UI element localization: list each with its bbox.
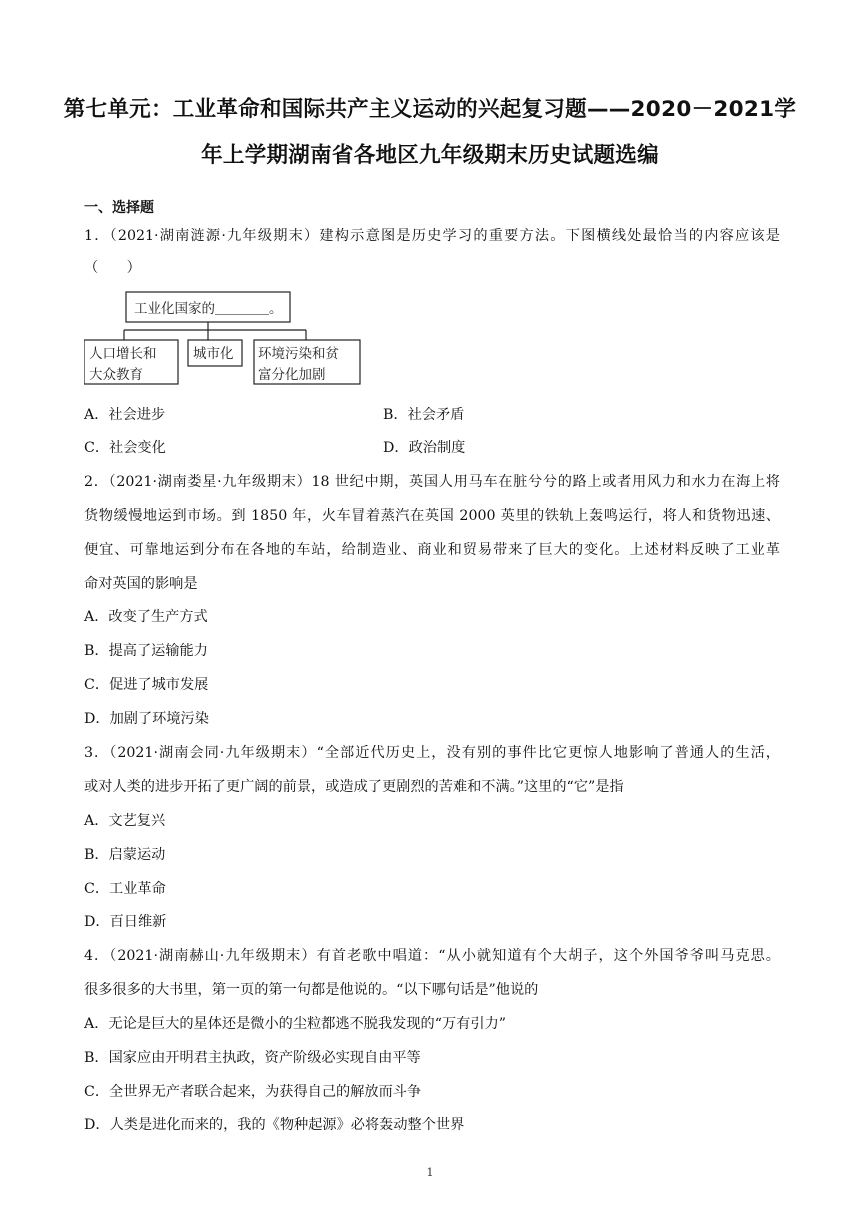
q1-option-b: B．社会矛盾 — [383, 407, 465, 423]
q1-concept-diagram — [84, 290, 374, 390]
q3-stem-line1: 3．（2021·湖南会同·九年级期末）“全部近代历史上，没有别的事件比它更惊人地影响了普通人的生活， — [84, 745, 780, 761]
q3-stem-line2: 或对人类的进步开拓了更广阔的前景，或造成了更剧烈的苦难和不满。”这里的“它”是指 — [84, 779, 624, 795]
q1-option-a: A．社会进步 — [84, 407, 166, 423]
q4-option-c: C．全世界无产者联合起来，为获得自己的解放而斗争 — [84, 1084, 422, 1100]
q2-option-b: B．提高了运输能力 — [84, 643, 208, 659]
q1-stem-line2: （ ） — [84, 260, 141, 276]
q4-stem-line2: 很多很多的大书里，第一页的第一句都是他说的。“以下哪句话是”他说的 — [84, 982, 539, 998]
diagram-box1-line1: 人口增长和 — [89, 346, 157, 362]
q1-option-d: D．政治制度 — [383, 440, 466, 456]
q2-stem-line1: 2．（2021·湖南娄星·九年级期末）18 世纪中期，英国人用马车在脏兮兮的路上或者用风力和水力在海上将 — [84, 474, 780, 490]
q1-stem-line1: 1．（2021·湖南涟源·九年级期末）建构示意图是历史学习的重要方法。下图横线处最恰当的内容应该是 — [84, 228, 780, 244]
q2-stem-line3: 便宜、可靠地运到分布在各地的车站，给制造业、商业和贸易带来了巨大的变化。上述材料反映了工业革 — [84, 542, 780, 558]
q2-option-c: C．促进了城市发展 — [84, 677, 209, 693]
q3-option-c: C．工业革命 — [84, 881, 166, 897]
diagram-box1-line2: 大众教育 — [89, 367, 143, 383]
diagram-box3-line1: 环境污染和贫 — [258, 346, 339, 362]
q2-option-d: D．加剧了环境污染 — [84, 711, 209, 727]
q4-stem-line1: 4．（2021·湖南赫山·九年级期末）有首老歌中唱道：“从小就知道有个大胡子，这个外国爷爷叫马克思。 — [84, 948, 780, 964]
diagram-box2-text: 城市化 — [193, 346, 234, 362]
diagram-top-text: 工业化国家的＿＿＿＿。 — [134, 301, 283, 317]
document-title-line2: 年上学期湖南省各地区九年级期末历史试题选编 — [201, 143, 659, 168]
q4-option-a: A．无论是巨大的星体还是微小的尘粒都逃不脱我发现的“万有引力” — [84, 1016, 507, 1032]
q3-option-b: B．启蒙运动 — [84, 847, 166, 863]
diagram-box3-line2: 富分化加剧 — [258, 367, 326, 383]
q4-option-b: B．国家应由开明君主执政，资产阶级必实现自由平等 — [84, 1050, 421, 1066]
q2-option-a: A．改变了生产方式 — [84, 609, 208, 625]
page-number: 1 — [426, 1166, 434, 1179]
section-heading: 一、选择题 — [84, 200, 154, 216]
q1-option-c: C．社会变化 — [84, 440, 166, 456]
q3-option-a: A．文艺复兴 — [84, 813, 166, 829]
q2-stem-line2: 货物缓慢地运到市场。到 1850 年，火车冒着蒸汽在英国 2000 英里的铁轨上轰鸣运行，将人和货物迅速、 — [84, 508, 780, 524]
q2-stem-line4: 命对英国的影响是 — [84, 576, 198, 592]
q3-option-d: D．百日维新 — [84, 914, 167, 930]
q4-option-d: D．人类是进化而来的，我的《物种起源》必将轰动整个世界 — [84, 1117, 465, 1133]
document-title-line1: 第七单元：工业革命和国际共产主义运动的兴起复习题——2020－2021学 — [63, 97, 797, 122]
